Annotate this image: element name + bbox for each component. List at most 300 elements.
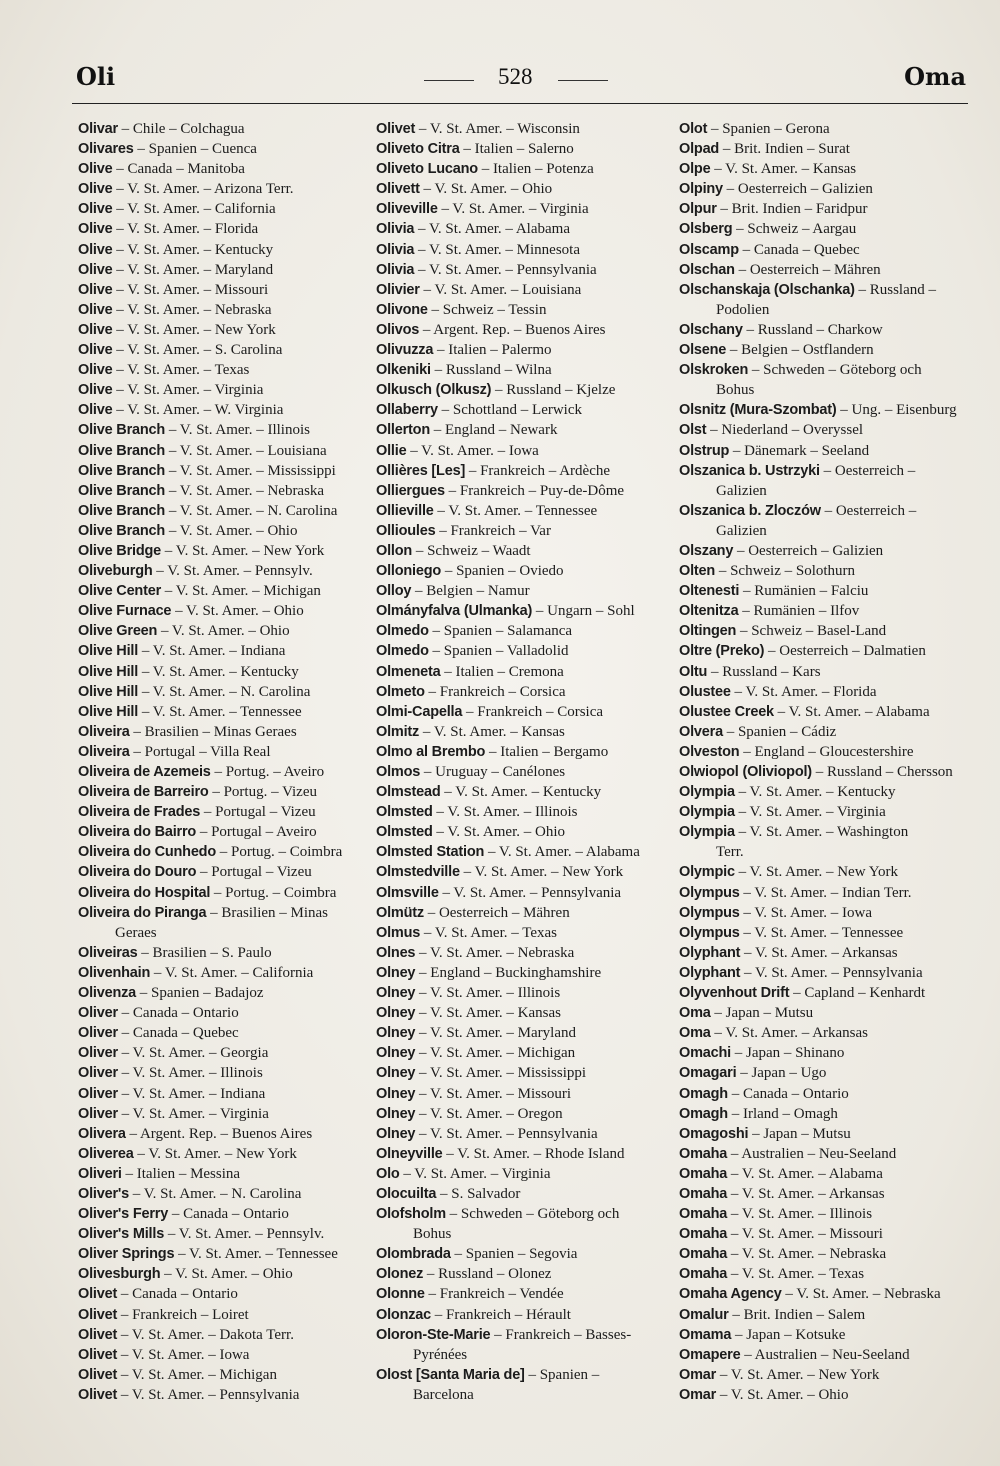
gazetteer-entry <box>376 1043 668 1063</box>
entry-continuation: Pyrénées <box>413 1346 468 1363</box>
entry-headword: Oliver's Mills <box>78 1226 165 1243</box>
entry-location: – Spanien – Valladolid <box>428 643 569 660</box>
gazetteer-entry <box>78 1023 370 1043</box>
gazetteer-entry <box>679 702 969 722</box>
gazetteer-entry <box>78 300 370 320</box>
entry-headword: Olmsted <box>376 824 433 841</box>
page-number: 528 <box>498 64 533 89</box>
entry-location: – Italien – Bergamo <box>485 743 609 760</box>
entry-headword: Olive Branch <box>78 522 166 539</box>
gazetteer-entry <box>376 1023 668 1043</box>
entry-headword: Olszanica b. Zloczów <box>679 502 821 519</box>
gazetteer-entry <box>679 179 969 199</box>
gazetteer-entry <box>78 802 370 822</box>
entry-headword: Oliveira do Douro <box>78 864 197 881</box>
entry-location: – V. St. Amer. – Illinois <box>117 1065 263 1082</box>
entry-headword: Omaha <box>679 1145 728 1162</box>
entry-headword: Olnes <box>376 944 416 961</box>
gazetteer-entry <box>376 842 668 862</box>
gazetteer-entry <box>679 1023 969 1043</box>
gazetteer-entry <box>679 1184 969 1204</box>
entry-headword: Olmi-Capella <box>376 703 463 720</box>
gazetteer-entry <box>78 1063 370 1083</box>
entry-location: – Portugal – Aveiro <box>196 824 317 841</box>
gazetteer-entry <box>679 1264 969 1284</box>
entry-location: – Frankreich – Var <box>435 522 551 539</box>
entry-headword: Oltenitza <box>679 603 739 620</box>
gazetteer-entry <box>376 621 668 641</box>
entry-location: – V. St. Amer. – Dakota Terr. <box>117 1326 294 1343</box>
gazetteer-entry <box>376 199 668 219</box>
gazetteer-entry <box>78 360 370 380</box>
gazetteer-entry <box>78 1043 370 1063</box>
entry-location: – V. St. Amer. – Rhode Island <box>442 1145 625 1162</box>
entry-location: – V. St. Amer. – Ohio <box>432 824 566 841</box>
entry-location: – V. St. Amer. – Indiana <box>117 1085 266 1102</box>
entry-headword: Olszanica b. Ustrzyki <box>679 462 820 479</box>
gazetteer-entry <box>376 380 668 400</box>
entry-headword: Olst <box>679 422 707 439</box>
entry-headword: Oliveira do Piranga <box>78 904 207 921</box>
gazetteer-entry <box>78 1244 370 1264</box>
entry-location: – V. St. Amer. – Arizona Terr. <box>112 181 294 198</box>
entry-location: – Frankreich – Corsica <box>462 703 604 720</box>
gazetteer-entry <box>376 802 668 822</box>
gazetteer-entry <box>679 1124 969 1144</box>
entry-location: – Frankreich – Vendée <box>424 1286 564 1303</box>
entry-headword: Olive Branch <box>78 422 166 439</box>
entry-continuation: Bohus <box>413 1226 452 1243</box>
entry-headword: Olwiopol (Oliviopol) <box>679 764 812 780</box>
gazetteer-entry <box>679 541 969 561</box>
entry-headword: Olive <box>78 342 113 359</box>
entry-headword: Olive Branch <box>78 482 166 499</box>
entry-headword: Olivier <box>376 281 420 298</box>
entry-location: – V. St. Amer. – Pennsylvania <box>438 884 622 901</box>
entry-headword: Olszany <box>679 542 734 559</box>
entry-headword: Oliveto Citra <box>376 141 460 158</box>
entry-location: – V. St. Amer. – Mississippi <box>415 1065 587 1082</box>
entry-location: – V. St. Amer. – Oregon <box>415 1105 563 1122</box>
entry-headword: Oltingen <box>679 623 737 640</box>
entry-headword: Olmedo <box>376 643 429 660</box>
entry-headword: Omar <box>679 1386 717 1403</box>
entry-continuation: Terr. <box>716 844 744 861</box>
entry-location: – Schweiz – Waadt <box>412 542 531 559</box>
gazetteer-entry <box>679 461 969 501</box>
entry-location: – Spanien – Salamanca <box>428 623 573 640</box>
entry-location: – V. St. Amer. – California <box>112 201 276 218</box>
entry-headword: Oliver <box>78 1025 118 1042</box>
entry-location: – Italien – Cremona <box>440 663 564 680</box>
gazetteer-entry <box>78 1305 370 1325</box>
entry-headword: Oliveto Lucano <box>376 161 478 178</box>
entry-location: – Russland – Wilna <box>430 362 552 379</box>
entry-location: – Spanien – <box>524 1366 600 1383</box>
gazetteer-entry <box>78 963 370 983</box>
entry-location: – V. St. Amer. – Kentucky <box>138 663 299 680</box>
entry-location: – Japan – Ugo <box>736 1065 827 1082</box>
entry-headword: Olympia <box>679 824 735 841</box>
gazetteer-entry <box>376 179 668 199</box>
entry-headword: Olivet <box>78 1386 118 1403</box>
gazetteer-entry <box>679 1365 969 1385</box>
gazetteer-entry <box>376 1284 668 1304</box>
entry-location: – V. St. Amer. – Iowa <box>117 1346 250 1363</box>
entry-headword: Oliveira do Bairro <box>78 824 197 841</box>
entry-location: – Spanien – Cuenca <box>133 141 257 158</box>
entry-headword: Olpur <box>679 201 717 218</box>
entry-headword: Olustee <box>679 683 731 700</box>
entry-headword: Olive Furnace <box>78 603 172 620</box>
entry-location: – Spanien – Oviedo <box>441 563 564 580</box>
gazetteer-entry <box>679 1003 969 1023</box>
gazetteer-entry <box>376 260 668 280</box>
gazetteer-entry <box>679 621 969 641</box>
gazetteer-entry <box>376 340 668 360</box>
gazetteer-entry <box>679 1224 969 1244</box>
entry-location: – Capland – Kenhardt <box>789 985 926 1002</box>
gazetteer-entry <box>376 682 668 702</box>
entry-location: – Italien – Palermo <box>433 342 552 359</box>
entry-headword: Olschan <box>679 261 735 278</box>
entry-headword: Olschanskaja (Olschanka) <box>679 281 855 298</box>
entry-headword: Olivenza <box>78 985 137 1002</box>
entry-headword: Olivera <box>78 1125 126 1142</box>
gazetteer-entry <box>376 1305 668 1325</box>
gazetteer-entry <box>78 1084 370 1104</box>
entry-headword: Olive <box>78 301 113 318</box>
entry-headword: Olive <box>78 181 113 198</box>
entry-headword: Oliveiras <box>78 944 138 961</box>
entry-continuation: Bohus <box>716 382 755 399</box>
entry-headword: Olveston <box>679 743 740 760</box>
entry-location: – Niederland – Overyssel <box>706 422 864 439</box>
entry-headword: Olympia <box>679 784 735 801</box>
gazetteer-entry <box>376 300 668 320</box>
entry-location: – V. St. Amer. – Florida <box>112 221 259 238</box>
entry-headword: Olmütz <box>376 904 424 921</box>
entry-location: – V. St. Amer. – Nebraska <box>727 1246 887 1263</box>
entry-headword: Olney <box>376 985 416 1002</box>
entry-location: – Frankreich – Hérault <box>431 1306 571 1323</box>
gazetteer-entry <box>376 1325 668 1365</box>
entry-location: – Brasilien – S. Paulo <box>137 944 272 961</box>
entry-location: – Russland – Olonez <box>423 1266 552 1283</box>
gazetteer-entry <box>78 521 370 541</box>
gazetteer-entry <box>376 1365 668 1405</box>
entry-headword: Omagh <box>679 1085 728 1102</box>
entry-headword: Olkusch (Olkusz) <box>376 382 492 399</box>
gazetteer-entry <box>78 1385 370 1405</box>
entry-location: – V. St. Amer. – Nebraska <box>781 1286 941 1303</box>
entry-headword: Oliveira do Hospital <box>78 884 211 901</box>
entry-headword: Oliver's <box>78 1185 130 1202</box>
entry-location: – V. St. Amer. – Kentucky <box>734 784 896 801</box>
entry-headword: Olstrup <box>679 442 730 459</box>
gazetteer-entry <box>376 119 668 139</box>
entry-headword: Olive Branch <box>78 442 166 459</box>
gazetteer-entry <box>679 1104 969 1124</box>
gazetteer-entry <box>376 521 668 541</box>
entry-headword: Olivone <box>376 301 428 318</box>
gazetteer-entry <box>679 1043 969 1063</box>
entry-location: – V. St. Amer. – Virginia <box>437 201 589 218</box>
gazetteer-entry <box>78 340 370 360</box>
entry-headword: Olney <box>376 1105 416 1122</box>
entry-headword: Olivos <box>376 321 420 338</box>
entry-location: – Schweiz – Basel-Land <box>736 623 887 640</box>
entry-location: – Canada – Ontario <box>117 1286 238 1303</box>
entry-headword: Olympus <box>679 884 740 901</box>
entry-location: – V. St. Amer. – Ohio <box>157 623 290 640</box>
entry-headword: Omaha <box>679 1206 728 1223</box>
gazetteer-entry <box>679 159 969 179</box>
entry-location: – Irland – Omagh <box>727 1105 838 1122</box>
entry-headword: Olofsholm <box>376 1206 446 1223</box>
gazetteer-entry <box>78 762 370 782</box>
gazetteer-entry <box>78 702 370 722</box>
entry-location: – Uruguay – Canélones <box>420 764 566 780</box>
entry-location: – V. St. Amer. – Kentucky <box>112 241 274 258</box>
entry-headword: Olmedo <box>376 623 429 640</box>
entry-headword: Olpe <box>679 161 711 178</box>
entry-headword: Olocuilta <box>376 1185 437 1202</box>
gazetteer-entry <box>78 682 370 702</box>
entry-headword: Olive <box>78 241 113 258</box>
gazetteer-entry <box>78 782 370 802</box>
gazetteer-entry <box>78 581 370 601</box>
entry-location: – Portugal – Vizeu <box>200 804 316 821</box>
entry-headword: Olive <box>78 221 113 238</box>
gazetteer-entry <box>376 461 668 481</box>
entry-continuation: Galizien <box>716 482 767 499</box>
entry-location: – V. St. Amer. – New York <box>133 1145 297 1162</box>
entry-headword: Olivet <box>78 1286 118 1303</box>
entry-headword: Olskroken <box>679 362 749 379</box>
column-3 <box>679 119 969 1405</box>
entry-location: – S. Salvador <box>436 1185 521 1202</box>
entry-headword: Olost [Santa Maria de] <box>376 1366 525 1383</box>
entry-headword: Olive Hill <box>78 683 139 700</box>
entry-location: – Spanien – Cádiz <box>722 723 837 740</box>
gazetteer-entry <box>78 320 370 340</box>
gazetteer-entry <box>679 561 969 581</box>
entry-location: – V. St. Amer. – N. Carolina <box>138 683 311 700</box>
entry-location: – Oesterreich – Galizien <box>733 542 884 559</box>
entry-location: – Russland – Kjelze <box>491 382 616 399</box>
gazetteer-entry <box>78 400 370 420</box>
gazetteer-entry <box>78 722 370 742</box>
entry-location: – V. St. Amer. – Missouri <box>415 1085 572 1102</box>
entry-headword: Oltre (Preko) <box>679 643 765 660</box>
gazetteer-entry <box>679 441 969 461</box>
gazetteer-entry <box>679 662 969 682</box>
entry-location: – V. St. Amer. – Ohio <box>171 603 304 620</box>
entry-headword: Olsberg <box>679 221 733 238</box>
gazetteer-entry <box>679 963 969 983</box>
running-head-right: Oma <box>904 62 966 91</box>
entry-continuation: Geraes <box>115 924 157 941</box>
entry-headword: Olkeniki <box>376 362 431 379</box>
gazetteer-entry <box>376 702 668 722</box>
gazetteer-entry <box>679 983 969 1003</box>
entry-headword: Oliveira de Azemeis <box>78 764 211 780</box>
gazetteer-entry <box>679 923 969 943</box>
entry-location: – England – Gloucestershire <box>739 743 914 760</box>
entry-location: – Oesterreich – <box>820 502 917 519</box>
entry-location: – V. St. Amer. – Alabama <box>484 844 640 861</box>
gazetteer-entry <box>78 1144 370 1164</box>
gazetteer-entry <box>78 240 370 260</box>
entry-headword: Oma <box>679 1005 711 1022</box>
entry-headword: Olivuzza <box>376 342 434 359</box>
entry-location: – V. St. Amer. – Texas <box>112 362 250 379</box>
entry-headword: Oliver <box>78 1005 118 1022</box>
gazetteer-entry <box>376 1184 668 1204</box>
gazetteer-entry <box>679 400 969 420</box>
entry-headword: Omaha <box>679 1185 728 1202</box>
gazetteer-entry <box>376 240 668 260</box>
entry-headword: Olympic <box>679 864 735 881</box>
entry-headword: Olyphant <box>679 944 741 961</box>
gazetteer-entry <box>376 762 668 782</box>
gazetteer-entry <box>679 1345 969 1365</box>
entry-location: – V. St. Amer. – Arkansas <box>710 1025 869 1042</box>
gazetteer-entry <box>78 461 370 481</box>
entry-headword: Oliverea <box>78 1145 134 1162</box>
entry-location: – V. St. Amer. – Arkansas <box>727 1185 885 1202</box>
gazetteer-entry <box>376 139 668 159</box>
entry-headword: Olustee Creek <box>679 703 774 720</box>
entry-location: – V. St. Amer. – New York <box>716 1366 880 1383</box>
gazetteer-entry <box>376 822 668 842</box>
gazetteer-entry <box>679 219 969 239</box>
entry-location: – Belgien – Ostflandern <box>726 342 874 359</box>
entry-location: – England – Buckinghamshire <box>415 964 602 981</box>
gazetteer-entry <box>679 1385 969 1405</box>
gazetteer-entry <box>376 481 668 501</box>
entry-headword: Olney <box>376 1025 416 1042</box>
entry-location: – Brit. Indien – Salem <box>728 1306 866 1323</box>
header-rule <box>72 103 968 104</box>
entry-location: – Ung. – Eisenburg <box>836 402 957 419</box>
entry-headword: Oliver <box>78 1045 118 1062</box>
entry-headword: Omachi <box>679 1045 731 1062</box>
entry-headword: Olney <box>376 1085 416 1102</box>
entry-location: – V. St. Amer. – W. Virginia <box>112 402 284 419</box>
column-1 <box>78 119 370 1405</box>
entry-headword: Omapere <box>679 1346 741 1363</box>
gazetteer-entry <box>78 219 370 239</box>
entry-location: – V. St. Amer. – New York <box>459 864 624 881</box>
entry-location: – V. St. Amer. – Illinois <box>165 422 310 439</box>
gazetteer-entry <box>376 280 668 300</box>
gazetteer-entry <box>679 862 969 882</box>
running-head-left: Oli <box>76 62 116 91</box>
entry-headword: Ollon <box>376 542 413 559</box>
gazetteer-entry <box>78 260 370 280</box>
entry-location: – V. St. Amer. – Louisiana <box>419 281 582 298</box>
entry-headword: Olten <box>679 563 716 580</box>
entry-headword: Olyvenhout Drift <box>679 985 790 1002</box>
entry-headword: Olive Branch <box>78 502 166 519</box>
entry-location: – V. St. Amer. – Texas <box>727 1266 865 1283</box>
entry-headword: Ollières [Les] <box>376 462 466 479</box>
entry-headword: Omar <box>679 1366 717 1383</box>
gazetteer-entry <box>78 662 370 682</box>
entry-location: – Frankreich – Basses- <box>490 1326 632 1343</box>
entry-location: – V. St. Amer. – Pennsylvania <box>740 964 923 981</box>
entry-location: – V. St. Amer. – Tennessee <box>174 1246 338 1263</box>
entry-headword: Olivia <box>376 241 415 258</box>
entry-headword: Olive Bridge <box>78 542 162 559</box>
gazetteer-entry <box>78 1264 370 1284</box>
gazetteer-entry <box>376 1003 668 1023</box>
entry-location: – Argent. Rep. – Buenos Aires <box>419 321 606 338</box>
entry-headword: Olvera <box>679 723 723 740</box>
gazetteer-entry <box>679 280 969 320</box>
entry-location: – Belgien – Namur <box>411 583 530 600</box>
gazetteer-entry <box>376 903 668 923</box>
entry-location: – Canada – Quebec <box>738 241 860 258</box>
entry-location: – V. St. Amer. – Georgia <box>117 1045 269 1062</box>
entry-location: – V. St. Amer. – Pennsylvania <box>414 261 597 278</box>
entry-headword: Olive Branch <box>78 462 166 479</box>
gazetteer-entry <box>78 1345 370 1365</box>
entry-location: – Dänemark – Seeland <box>729 442 870 459</box>
gazetteer-entry <box>679 1084 969 1104</box>
entry-headword: Olive <box>78 362 113 379</box>
entry-location: – Frankreich – Ardèche <box>465 462 611 479</box>
gazetteer-entry <box>376 501 668 521</box>
gazetteer-entry <box>78 1124 370 1144</box>
entry-headword: Olney <box>376 1005 416 1022</box>
entry-location: – Spanien – Segovia <box>450 1246 578 1263</box>
gazetteer-entry <box>679 1144 969 1164</box>
gazetteer-entry <box>376 963 668 983</box>
entry-location: – V. St. Amer. – Wisconsin <box>415 121 580 137</box>
entry-location: – Frankreich – Loiret <box>117 1306 249 1323</box>
entry-location: – V. St. Amer. – Tennessee <box>433 502 598 519</box>
entry-location: – V. St. Amer. – Ohio <box>165 522 298 539</box>
entry-headword: Omaha <box>679 1246 728 1263</box>
gazetteer-entry <box>78 1003 370 1023</box>
entry-location: – V. St. Amer. – Nebraska <box>112 301 272 318</box>
entry-location: – V. St. Amer. – Illinois <box>727 1206 873 1223</box>
entry-location: – Italien – Messina <box>121 1165 241 1182</box>
entry-headword: Olyphant <box>679 964 741 981</box>
entry-location: – Canada – Ontario <box>117 1005 239 1022</box>
entry-headword: Olive Center <box>78 583 162 600</box>
entry-headword: Oliveira de Barreiro <box>78 784 209 801</box>
gazetteer-entry <box>679 722 969 742</box>
gazetteer-entry <box>679 1244 969 1264</box>
entry-location: – V. St. Amer. – Pennsylvania <box>415 1125 598 1142</box>
gazetteer-entry <box>376 601 668 621</box>
gazetteer-entry <box>78 199 370 219</box>
gazetteer-entry <box>78 601 370 621</box>
gazetteer-entry <box>679 420 969 440</box>
entry-location: – V. St. Amer. – Mississippi <box>165 462 336 479</box>
entry-headword: Oltu <box>679 663 708 680</box>
gazetteer-entry <box>78 441 370 461</box>
gazetteer-entry <box>78 883 370 903</box>
entry-headword: Olmsted Station <box>376 844 485 861</box>
entry-headword: Olympus <box>679 904 740 921</box>
entry-headword: Olloniego <box>376 563 442 580</box>
entry-headword: Oltenesti <box>679 583 740 600</box>
